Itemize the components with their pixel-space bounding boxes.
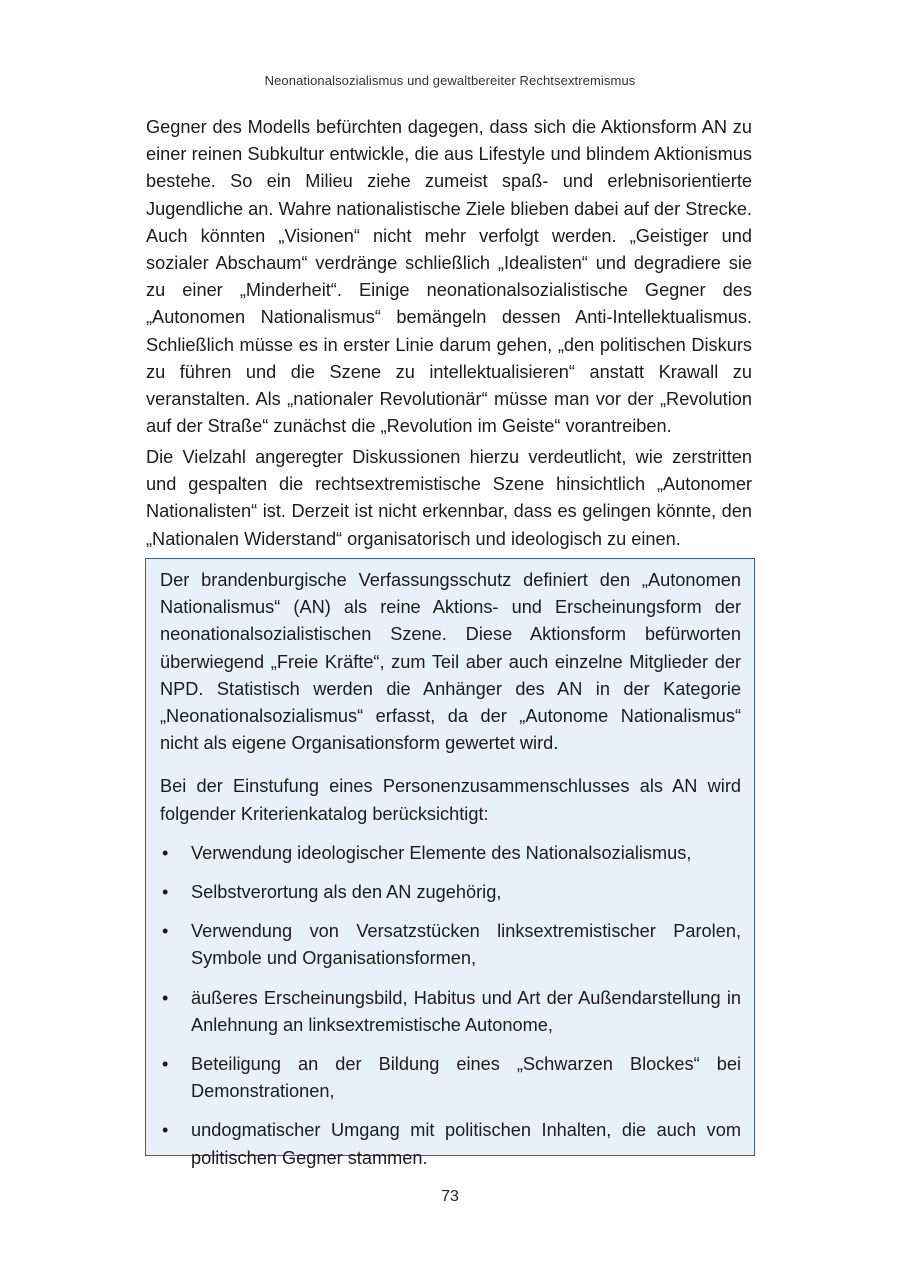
list-item — [160, 985, 741, 1039]
bullet-icon: • — [162, 987, 169, 1008]
list-item — [160, 918, 741, 972]
bullet-icon: • — [162, 921, 169, 942]
bullet-icon: • — [162, 1120, 169, 1141]
info-box-paragraph: Der brandenburgische Verfassungsschutz definiert den „Autonomen Nationalismus“ (AN) als reine Aktions- und Erscheinungsform der neonationalsozialistischen Szene. Diese Aktionsform befürworten überwiegend „Freie Kräfte“, zum Teil aber auch einzelne Mitglieder der NPD. Statistisch werden die Anhänger des AN in der Kategorie „Neonationalsozialismus“ erfasst, da der „Autonome Nationalismus“ nicht als eigene Organisationsform gewertet wird. — [160, 570, 741, 754]
list-item — [160, 840, 741, 867]
running-head: Neonationalsozialismus und gewaltbereiter Rechtsextremismus — [264, 73, 636, 88]
body-paragraph: Die Vielzahl angeregter Diskussionen hierzu verdeutlicht, wie zerstritten und gespalten die rechtsextremistische Szene hinsichtlich „Autonomer Nationalisten“ ist. Derzeit ist nicht erkennbar, dass es gelingen könnte, den „Nationalen Widerstand“ organisatorisch und ideologisch zu einen. — [146, 447, 752, 549]
page-number: 73 — [441, 1188, 459, 1205]
body-paragraph: Gegner des Modells befürchten dagegen, dass sich die Aktionsform AN zu einer reinen Subkultur entwickle, die aus Lifestyle und blindem Aktionismus bestehe. So ein Milieu ziehe zumeist spaß- und erlebnisorientierte Jugendliche an. Wahre nationalistische Ziele blieben dabei auf der Strecke. Auch könnten „Visionen“ nicht mehr verfolgt werden. „Geistiger und sozialer Abschaum“ verdränge schließlich „Idealisten“ und degradiere sie zu einer „Minderheit“. Einige neonationalsozialistische Gegner des „Autonomen Nationalismus“ bemängeln dessen Anti-Intellektualismus. Schließlich müsse es in erster Linie darum gehen, „den politischen Diskurs zu führen und die Szene zu intellektualisieren“ anstatt Krawall zu veranstalten. Als „nationaler Revolutionär“ müsse man vor der „Revolution auf der Straße“ zunächst die „Revolution im Geiste“ vorantreiben. — [146, 117, 752, 437]
list-item — [160, 879, 741, 906]
list-item-text: undogmatischer Umgang mit politischen Inhalten, die auch vom politischen Gegner stammen. — [191, 1120, 741, 1168]
list-item-text: Verwendung von Versatzstücken linksextremistischer Parolen, Symbole und Organisationsformen, — [191, 921, 741, 969]
bullet-icon: • — [162, 882, 169, 903]
list-item — [160, 1051, 741, 1105]
criteria-list — [160, 840, 741, 1172]
list-item — [160, 1117, 741, 1171]
list-item-text: Verwendung ideologischer Elemente des Nationalsozialismus, — [191, 842, 692, 863]
info-box — [145, 558, 755, 1168]
bullet-icon: • — [162, 842, 169, 863]
list-item-text: Selbstverortung als den AN zugehörig, — [191, 882, 502, 903]
list-item-text: äußeres Erscheinungsbild, Habitus und Art der Außendarstellung in Anlehnung an linksextremistische Autonome, — [191, 987, 741, 1035]
list-item-text: Beteiligung an der Bildung eines „Schwarzen Blockes“ bei Demonstrationen, — [191, 1054, 741, 1102]
info-box-paragraph: Bei der Einstufung eines Personenzusammenschlusses als AN wird folgender Kriterienkatalog berücksichtigt: — [160, 776, 741, 824]
bullet-icon: • — [162, 1054, 169, 1075]
